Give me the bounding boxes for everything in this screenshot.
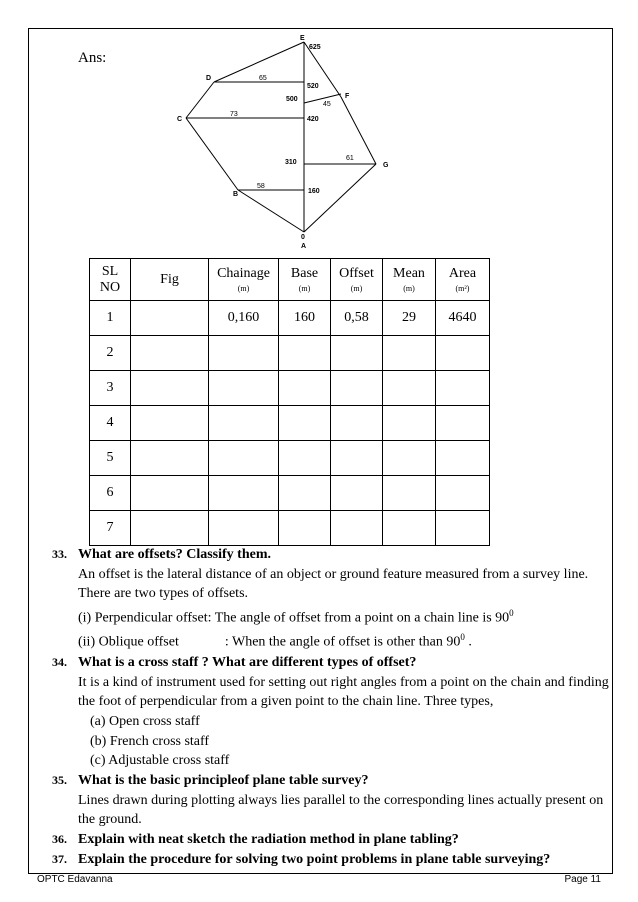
answer-33-item-i: (i) Perpendicular offset: The angle of offset from a point on a chain line is $90^0$ — [78, 608, 514, 626]
table-row: 3 — [90, 371, 490, 406]
chainage-0: 0 — [301, 234, 305, 241]
chainage-520: 520 — [307, 83, 319, 90]
station-f: F — [345, 93, 350, 100]
offset-58: 58 — [257, 183, 265, 190]
chainage-160: 160 — [308, 188, 320, 195]
boundary-b-a — [238, 190, 304, 232]
questions-section — [52, 545, 612, 870]
header-chainage: Chainage (m) — [209, 259, 279, 301]
station-c: C — [177, 116, 183, 123]
page-footer — [37, 874, 601, 885]
answer-34-item-a: (a) Open cross staff — [90, 713, 200, 729]
station-a: A — [301, 243, 307, 250]
table-header-row — [90, 259, 490, 301]
table-row: 2 — [90, 336, 490, 371]
header-fig: Fig — [131, 259, 209, 301]
station-g: G — [383, 162, 389, 169]
answer-33-body: An offset is the lateral distance of an object or ground feature measured from a survey line. There are two types of offsets. — [78, 566, 589, 602]
page-number: Page 11 — [564, 874, 601, 885]
station-e: E — [300, 35, 305, 42]
station-d: D — [206, 75, 212, 82]
footer-left: OPTC Edavanna — [37, 874, 113, 885]
header-sl-no: SL NO — [90, 259, 131, 301]
boundary-a-g — [304, 164, 376, 232]
question-36: 36. Explain with neat sketch the radiation method in plane tabling? — [52, 832, 459, 848]
offset-45: 45 — [323, 101, 331, 108]
boundary-d-c — [186, 82, 214, 118]
table-row: 5 — [90, 441, 490, 476]
answer-34-body: It is a kind of instrument used for setting out right angles from a point on the chain and finding the foot of perpendicular from a given point to the chain line. Three types, — [78, 674, 609, 710]
survey-figure — [0, 0, 638, 260]
chainage-625: 625 — [309, 44, 321, 51]
header-mean: Mean (m) — [383, 259, 436, 301]
boundary-g-f — [341, 97, 376, 164]
header-offset: Offset (m) — [331, 259, 383, 301]
table-row: 1 0,160 160 0,58 29 4640 — [90, 301, 490, 336]
question-37: 37. Explain the procedure for solving two point problems in plane table surveying? — [52, 851, 551, 867]
chainage-420: 420 — [307, 116, 319, 123]
area-table — [89, 258, 490, 546]
answer-34-item-b: (b) French cross staff — [90, 733, 210, 749]
table-row: 6 — [90, 476, 490, 511]
question-33: 33. What are offsets? Classify them. — [52, 547, 271, 562]
question-34: 34. What is a cross staff ? What are different types of offset? — [52, 654, 417, 670]
table-row: 4 — [90, 406, 490, 441]
header-base: Base (m) — [279, 259, 331, 301]
table-row: 7 — [90, 511, 490, 546]
chainage-310: 310 — [285, 159, 297, 166]
offset-65: 65 — [259, 75, 267, 82]
answer-35-body: Lines drawn during plotting always lies parallel to the corresponding lines actually present on the ground. — [78, 792, 604, 828]
answer-label: Ans: — [78, 50, 107, 66]
header-area: Area (m²) — [436, 259, 490, 301]
answer-34-item-c: (c) Adjustable cross staff — [90, 753, 230, 769]
chainage-500: 500 — [286, 96, 298, 103]
question-35: 35. What is the basic principleof plane table survey? — [52, 773, 369, 789]
boundary-c-b — [186, 118, 238, 190]
answer-33-item-ii: (ii) Oblique offset : When the angle of offset is other than $90^0$ . — [78, 632, 472, 651]
offset-61: 61 — [346, 155, 354, 162]
station-b: B — [233, 191, 239, 198]
offset-73: 73 — [230, 111, 238, 118]
